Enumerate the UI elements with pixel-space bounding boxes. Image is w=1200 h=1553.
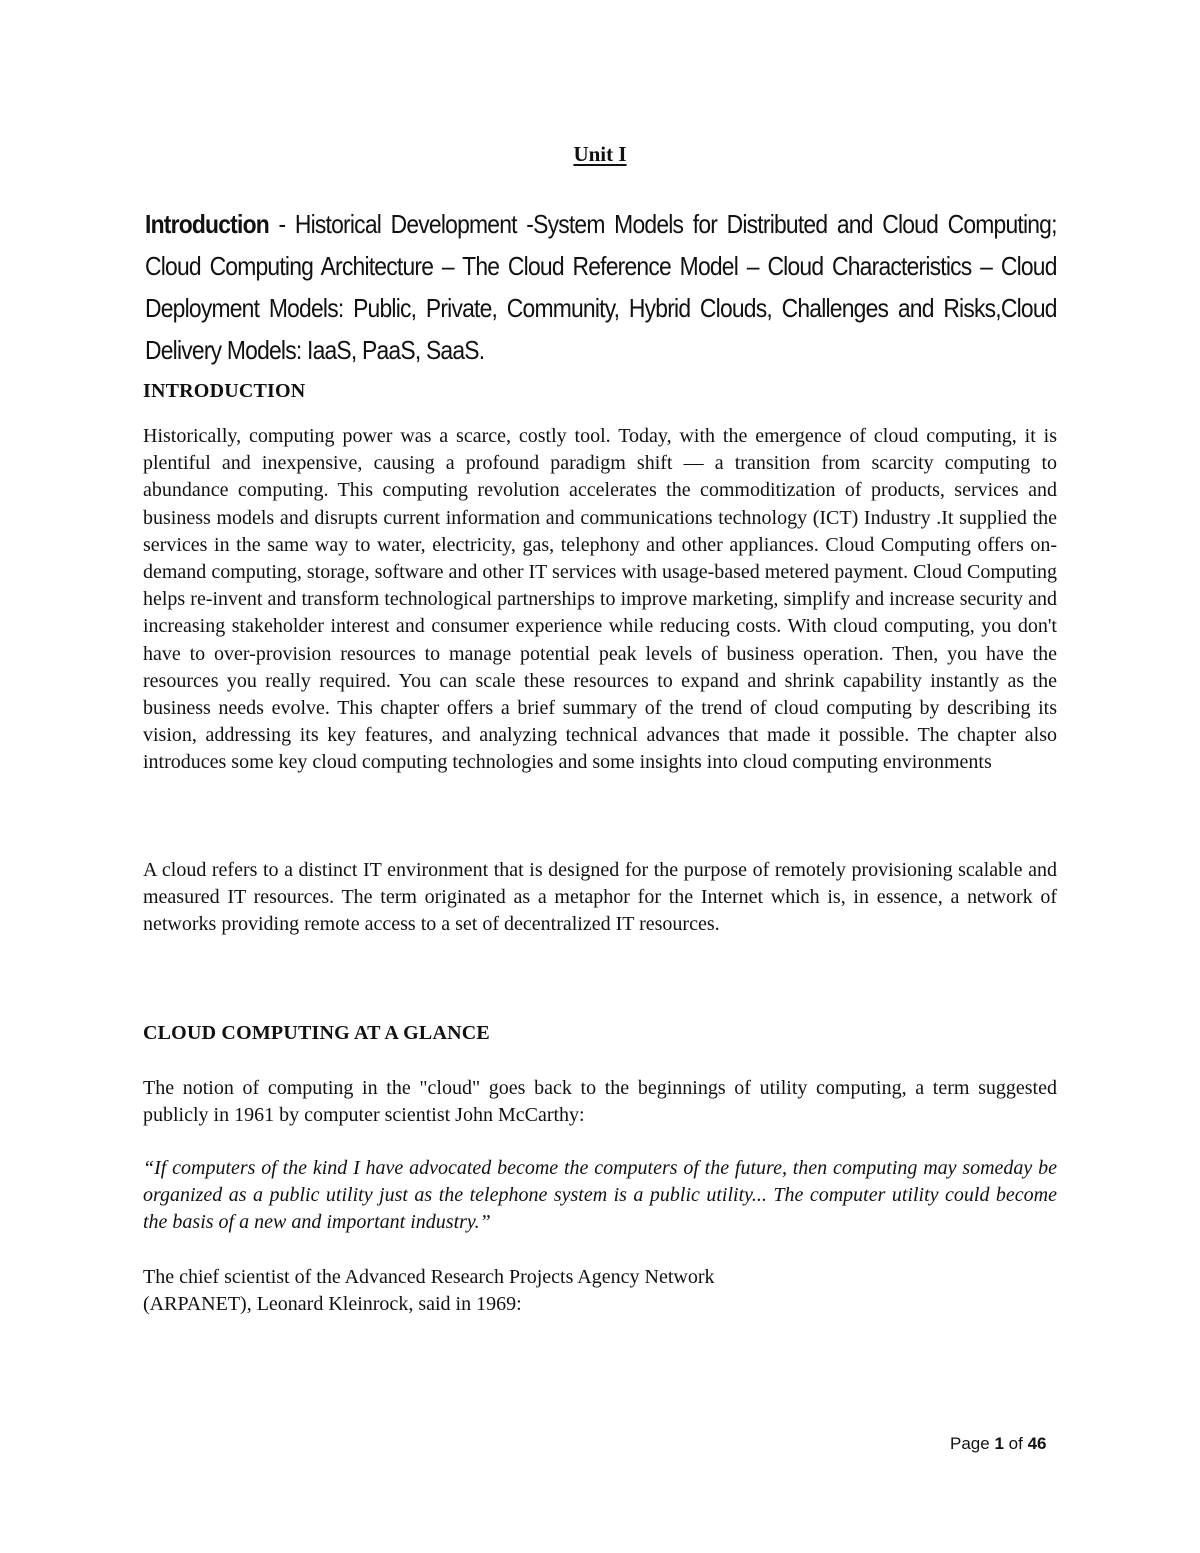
introduction-paragraph-2: A cloud refers to a distinct IT environment that is designed for the purpose of remotely provisioning scalable and measured IT resources. The term originated as a metaphor for the Internet which is, in essence, a network of networks providing remote access to a set of decentralized IT resources.	[143, 859, 1057, 936]
total-pages-number: 46	[1027, 1434, 1047, 1453]
glance-paragraph-2	[143, 1264, 1057, 1318]
page-number-footer	[950, 1434, 1046, 1454]
page-label: Page	[950, 1434, 990, 1453]
introduction-heading: INTRODUCTION	[143, 380, 306, 402]
unit-title: Unit I	[573, 142, 627, 166]
glance-paragraph-2-line-2: (ARPANET), Leonard Kleinrock, said in 1969:	[143, 1293, 522, 1316]
mccarthy-quote: “If computers of the kind I have advocated become the computers of the future, then computing may someday be organized as a public utility just as the telephone system is a public utility... The computer utility could become the basis of a new and important industry.”	[143, 1157, 1057, 1234]
syllabus-lead: Introduction	[145, 209, 269, 239]
syllabus-summary	[145, 203, 1057, 371]
glance-heading: CLOUD COMPUTING AT A GLANCE	[143, 1022, 490, 1044]
glance-paragraph-2-line-1: The chief scientist of the Advanced Research Projects Agency Network	[143, 1266, 715, 1288]
current-page-number: 1	[994, 1434, 1004, 1453]
introduction-paragraph-1: Historically, computing power was a scarce, costly tool. Today, with the emergence of cloud computing, it is plentiful and inexpensive, causing a profound paradigm shift — a transition from scarcity computing to abundance computing. This computing revolution accelerates the commoditization of products, services and business models and disrupts current information and communications technology (ICT) Industry .It supplied the services in the same way to water, electricity, gas, telephony and other appliances. Cloud Computing offers on-demand computing, storage, software and other IT services with usage-based metered payment. Cloud Computing helps re-invent and transform technological partnerships to improve marketing, simplify and increase security and increasing stakeholder interest and consumer experience while reducing costs. With cloud computing, you don't have to over-provision resources to manage potential peak levels of business operation. Then, you have the resources you really required. You can scale these resources to expand and shrink capability instantly as the business needs evolve. This chapter offers a brief summary of the trend of cloud computing by describing its vision, addressing its key features, and analyzing technical advances that made it possible. The chapter also introduces some key cloud computing technologies and some insights into cloud computing environments	[143, 425, 1057, 774]
of-label: of	[1008, 1434, 1023, 1453]
glance-paragraph-1: The notion of computing in the "cloud" goes back to the beginnings of utility computing, a term suggested publicly in 1961 by computer scientist John McCarthy:	[143, 1077, 1057, 1127]
syllabus-text: - Historical Development -System Models for Distributed and Cloud Computing; Cloud Computing Architecture – The Cloud Reference Model – Cloud Characteristics – Cloud Deployment Models: Public, Private, Community, Hybrid Clouds, Challenges and Risks,Cloud Delivery Models: IaaS, PaaS, SaaS.	[145, 209, 1057, 365]
